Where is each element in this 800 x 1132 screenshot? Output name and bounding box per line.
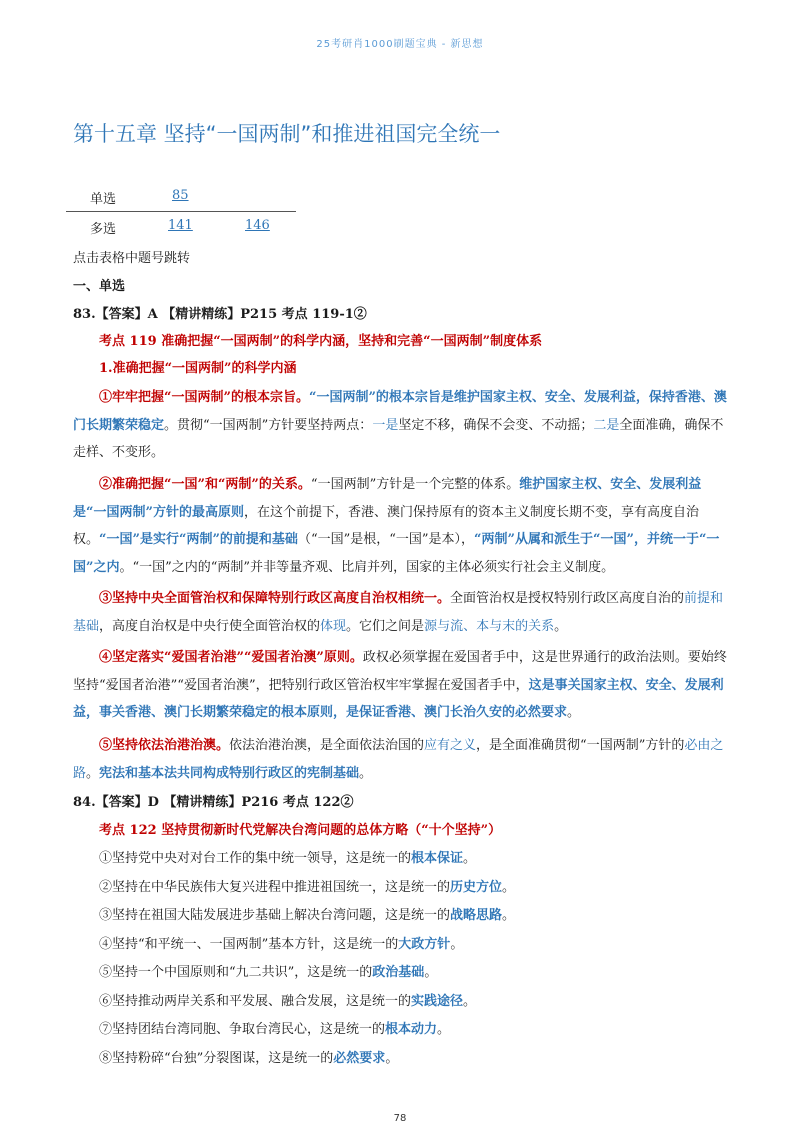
chapter-title: 第十五章 坚持“一国两制”和推进祖国完全统一 <box>73 122 501 146</box>
q84-item-highlight: 战略思路 <box>450 908 503 923</box>
q84-item <box>73 988 729 1016</box>
q84-item-highlight: 根本保证 <box>411 851 464 866</box>
q84-item-end: 。 <box>450 936 464 952</box>
q84-item-highlight: 大政方针 <box>398 936 451 952</box>
q84-item <box>73 931 729 959</box>
q84-item-end: 。 <box>437 1022 451 1037</box>
point-1-text2: 坚定不移，确保不会变、不动摇； <box>398 417 594 433</box>
q84-item-text: ①坚持党中央对对台工作的集中统一领导，这是统一的 <box>99 851 412 866</box>
point-5-key2: 必由之路 <box>73 738 724 781</box>
point-2-key: 维护国家主权、安全、发展利益是“一国两制”方针的最高原则 <box>73 477 702 520</box>
point-5-heading: ⑤坚持依法治港治澳。 <box>99 738 230 753</box>
point-1-key: “一国两制”的根本宗旨是维护国家主权、安全、发展利益，保持香港、澳门长期繁荣稳定 <box>73 390 727 433</box>
point-1-text: 。贯彻“一国两制”方针要坚持两点： <box>164 417 373 433</box>
point-3-key2: 体现 <box>320 618 347 634</box>
point-3-text2: ，高度自治权是中央行使全面管治权的 <box>99 618 321 634</box>
q84-item <box>73 845 729 873</box>
q84-item <box>73 959 729 987</box>
q84-item-end: 。 <box>385 1050 399 1066</box>
q84-item-text: ③坚持在祖国大陆发展进步基础上解决台湾问题，这是统一的 <box>99 908 451 923</box>
q84-item-text: ④坚持“和平统一、一国两制”基本方针，这是统一的 <box>99 936 399 952</box>
page-number: 78 <box>393 1113 407 1124</box>
q84-item-end: 。 <box>463 993 477 1009</box>
q84-item <box>73 902 729 930</box>
point-2-heading: ②准确把握“一国”和“两制”的关系。 <box>99 477 311 492</box>
point-3-text3: 。它们之间是 <box>346 618 425 634</box>
q84-item <box>73 1016 729 1044</box>
q84-item <box>73 874 729 902</box>
q83-point-2 <box>73 471 729 581</box>
q84-item-text: ⑥坚持推动两岸关系和平发展、融合发展，这是统一的 <box>99 993 412 1009</box>
point-2-key2: “一国”是实行“两制”的前提和基础 <box>99 532 298 547</box>
q84-item-text: ⑦坚持团结台湾同胞、争取台湾民心，这是统一的 <box>99 1022 386 1037</box>
page-header: 25考研肖1000刷题宝典 - 新思想 <box>316 39 484 50</box>
q83-point-3 <box>73 585 729 640</box>
point-5-text4: 。 <box>359 765 373 781</box>
point-3-heading: ③坚持中央全面管治权和保障特别行政区高度自治权相统一。 <box>99 591 451 606</box>
section-heading: 一、单选 <box>73 279 126 294</box>
point-5-key: 应有之义 <box>424 738 477 753</box>
question-link-146[interactable]: 146 <box>245 218 270 233</box>
point-4-text2: 。 <box>567 705 581 720</box>
point-2-key3: “两制”从属和派生于“一国”，并统一于“一国”之内 <box>73 532 720 575</box>
point-5-text3: 。 <box>86 765 100 781</box>
q83-keypoint-title: 考点 119 准确把握“一国两制”的科学内涵，坚持和完善“一国两制”制度体系 <box>99 334 543 349</box>
q84-item-text: ⑧坚持粉碎“台独”分裂图谋，这是统一的 <box>99 1050 334 1066</box>
q84-item-highlight: 政治基础 <box>372 965 425 980</box>
point-4-heading: ④坚定落实“爱国者治港”“爱国者治澳”原则。 <box>99 650 363 665</box>
point-2-text2: ，在这个前提下，香港、澳门保持原有的资本主义制度长期不变，享有高度自治权。 <box>73 504 699 547</box>
q84-item-highlight: 实践途径 <box>411 993 464 1009</box>
question-link-141[interactable]: 141 <box>168 218 193 233</box>
q83-point-1 <box>73 384 729 467</box>
point-1-first: 一是 <box>372 417 399 433</box>
q84-item <box>73 1045 729 1073</box>
point-3-text4: 。 <box>554 618 568 634</box>
q84-item-highlight: 必然要求 <box>333 1050 386 1066</box>
multi-choice-row <box>66 212 296 241</box>
point-3-text: 全面管治权是授权特别行政区高度自治的 <box>450 591 685 606</box>
point-5-text2: ，是全面准确贯彻“一国两制”方针的 <box>476 738 685 753</box>
point-3-key3: 源与流、本与末的关系 <box>424 618 555 634</box>
point-1-text3: 全面准确，确保不走样、不变形。 <box>73 417 724 460</box>
point-1-second: 二是 <box>593 417 620 433</box>
q84-item-end: 。 <box>424 965 438 980</box>
q84-item-text: ②坚持在中华民族伟大复兴进程中推进祖国统一，这是统一的 <box>99 879 451 895</box>
point-4-text: 政权必须掌握在爱国者手中，这是世界通行的政治法则。要始终坚持“爱国者治港”“爱国者治澳”，把特别行政区管治权牢牢掌握在爱国者手中， <box>73 650 727 693</box>
q84-keypoint-title: 考点 122 坚持贯彻新时代党解决台湾问题的总体方略（“十个坚持”） <box>99 823 502 838</box>
table-hint: 点击表格中题号跳转 <box>73 251 191 266</box>
q84-item-highlight: 历史方位 <box>450 879 503 895</box>
question-index-table <box>66 182 296 241</box>
q83-point-4 <box>73 644 729 727</box>
multi-choice-label: 多选 <box>90 222 117 237</box>
q84-item-highlight: 根本动力 <box>385 1022 438 1037</box>
point-2-text: “一国两制”方针是一个完整的体系。 <box>310 477 520 492</box>
point-3-key: 前提和基础 <box>73 591 724 634</box>
q83-point-5 <box>73 732 729 787</box>
single-choice-row <box>66 182 296 212</box>
point-2-text3: （“一国”是根，“一国”是本）， <box>297 532 475 547</box>
point-2-text4: 。“一国”之内的“两制”并非等量齐观、比肩并列，国家的主体必须实行社会主义制度。 <box>119 559 615 575</box>
q84-item-end: 。 <box>463 851 477 866</box>
q84-item-text: ⑤坚持一个中国原则和“九二共识”，这是统一的 <box>99 965 373 980</box>
q83-subtitle: 1.准确把握“一国两制”的科学内涵 <box>99 361 297 376</box>
q84-item-end: 。 <box>502 908 516 923</box>
point-5-text: 依法治港治澳，是全面依法治国的 <box>229 738 425 753</box>
single-choice-label: 单选 <box>90 192 117 207</box>
point-4-key: 这是事关国家主权、安全、发展利益，事关香港、澳门长期繁荣稳定的根本原则，是保证香港、澳门长治久安的必然要求 <box>73 677 724 720</box>
q84-answer-line: 84.【答案】D 【精讲精练】P216 考点 122② <box>73 795 354 810</box>
question-link-85[interactable]: 85 <box>172 188 189 203</box>
q84-item-end: 。 <box>502 879 516 895</box>
point-1-heading: ①牢牢把握“一国两制”的根本宗旨。 <box>99 390 309 405</box>
q83-answer-line: 83.【答案】A 【精讲精练】P215 考点 119-1② <box>73 307 367 322</box>
point-5-key3: 宪法和基本法共同构成特别行政区的宪制基础 <box>99 765 360 781</box>
